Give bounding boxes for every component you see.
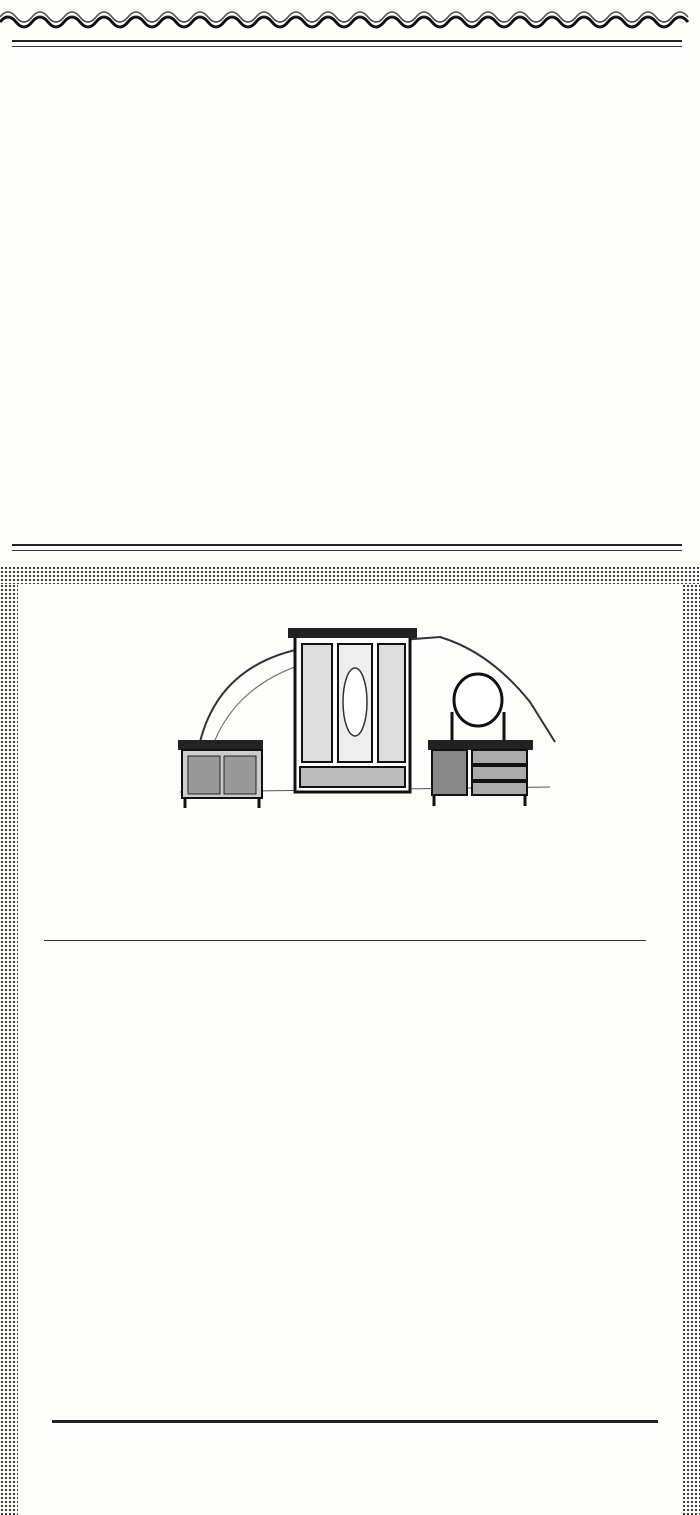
dotted-border-right: [682, 584, 700, 1515]
wavy-border: [0, 0, 700, 34]
bedroom-furniture-illustration: [160, 622, 570, 812]
title-underline: [44, 940, 646, 941]
dotted-border-left: [0, 584, 18, 1515]
top-rule-thin: [12, 46, 682, 47]
top-rule: [12, 40, 682, 42]
dotted-border-top: [0, 566, 700, 584]
divider-rule-thin: [12, 550, 682, 551]
slogan-rule: [52, 1420, 658, 1423]
furniture-description: [40, 972, 660, 1140]
divider-rule: [12, 544, 682, 546]
